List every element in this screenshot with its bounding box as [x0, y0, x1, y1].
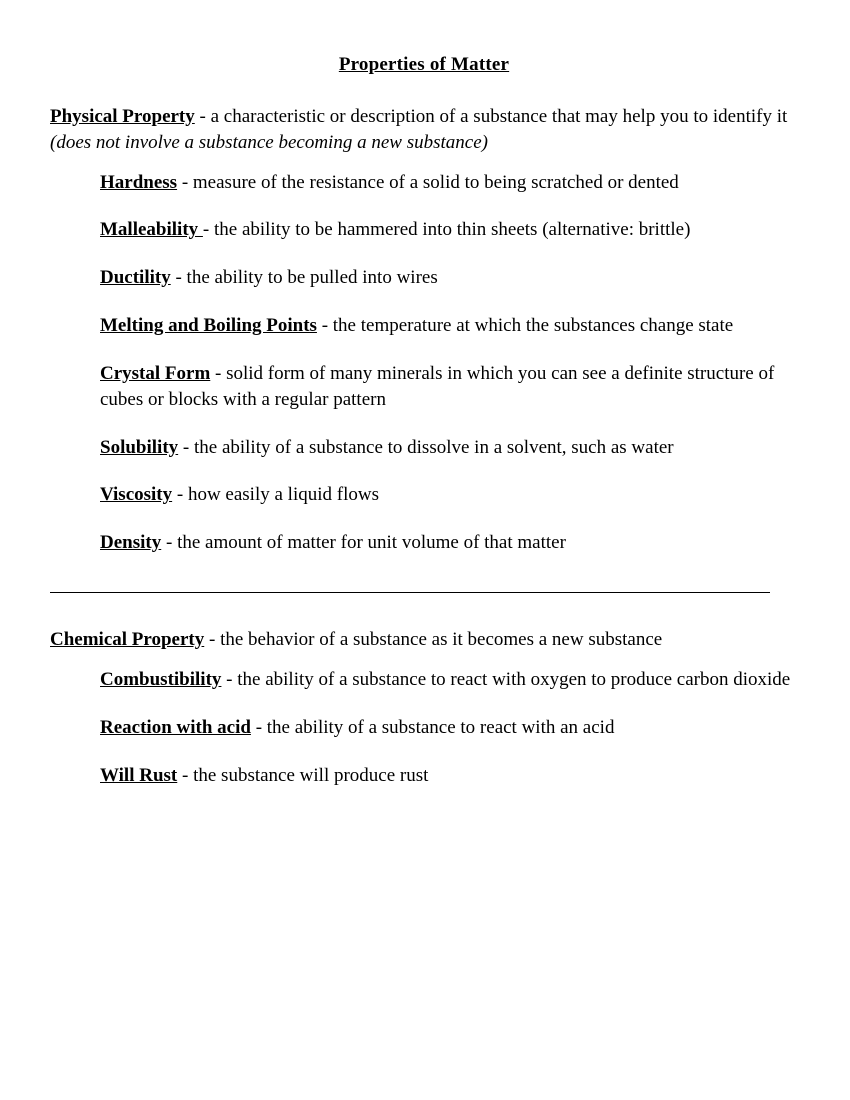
physical-property-term-list	[50, 170, 798, 556]
term-definition: how easily a liquid flows	[187, 484, 379, 506]
term-label: Will Rust	[100, 764, 178, 786]
list-item	[50, 667, 798, 693]
term-definition: the ability of a substance to react with oxygen to produce carbon dioxide	[237, 668, 791, 690]
section-physical-property	[50, 104, 798, 556]
physical-property-description: a characteristic or description of a substance that may help you to identify it	[210, 106, 788, 127]
chemical-property-description: the behavior of a substance as it becomes a new substance	[220, 629, 663, 651]
term-dash: -	[161, 532, 178, 554]
term-definition: solid form of many minerals in which you can see a definite structure of cubes or blocks with a regular pattern	[100, 362, 775, 410]
term-dash: -	[210, 362, 227, 384]
page-title: Properties of Matter	[338, 54, 510, 75]
chemical-property-term-list	[50, 667, 798, 788]
chemical-property-term: Chemical Property	[50, 629, 205, 651]
list-item	[50, 265, 798, 291]
chemical-property-heading	[50, 627, 798, 653]
term-dash: -	[221, 668, 238, 690]
section-chemical-property	[50, 627, 798, 788]
term-definition: the substance will produce rust	[193, 764, 429, 786]
term-dash: -	[177, 171, 193, 193]
term-definition: the ability of a substance to dissolve in a solvent, such as water	[193, 436, 674, 458]
term-definition: measure of the resistance of a solid to being scratched or dented	[192, 171, 679, 193]
term-definition: the ability of a substance to react with an acid	[266, 716, 615, 738]
term-dash: -	[316, 315, 333, 337]
term-definition: the ability to be hammered into thin sheets (alternative: brittle)	[213, 219, 691, 241]
term-label: Combustibility	[100, 668, 222, 690]
term-label: Malleability	[100, 219, 203, 241]
term-dash: -	[178, 436, 194, 458]
term-label: Crystal Form	[100, 362, 211, 384]
term-definition: the amount of matter for unit volume of that matter	[177, 532, 566, 554]
chemical-property-dash: -	[204, 629, 221, 651]
list-item	[50, 715, 798, 741]
term-dash: -	[170, 267, 187, 289]
term-dash: -	[250, 716, 267, 738]
physical-property-note: (does not involve a substance becoming a new substance)	[50, 131, 488, 153]
term-definition: the ability to be pulled into wires	[186, 267, 438, 289]
list-item	[50, 170, 798, 196]
term-dash: -	[172, 484, 188, 506]
physical-property-heading	[50, 104, 798, 156]
list-item	[50, 217, 798, 243]
term-dash: -	[202, 219, 214, 241]
physical-property-term: Physical Property	[50, 106, 195, 127]
list-item	[50, 482, 798, 508]
term-label: Melting and Boiling Points	[100, 315, 317, 337]
term-definition: the temperature at which the substances change state	[332, 315, 734, 337]
term-dash: -	[177, 764, 194, 786]
list-item	[50, 530, 798, 556]
term-label: Reaction with acid	[100, 716, 251, 738]
list-item	[50, 361, 798, 413]
section-divider	[50, 592, 770, 593]
term-label: Density	[100, 532, 162, 554]
physical-property-dash: -	[194, 106, 211, 127]
term-label: Hardness	[100, 171, 178, 193]
list-item	[50, 435, 798, 461]
term-label: Viscosity	[100, 484, 173, 506]
term-label: Ductility	[100, 267, 171, 289]
list-item	[50, 763, 798, 789]
term-label: Solubility	[100, 436, 179, 458]
list-item	[50, 313, 798, 339]
